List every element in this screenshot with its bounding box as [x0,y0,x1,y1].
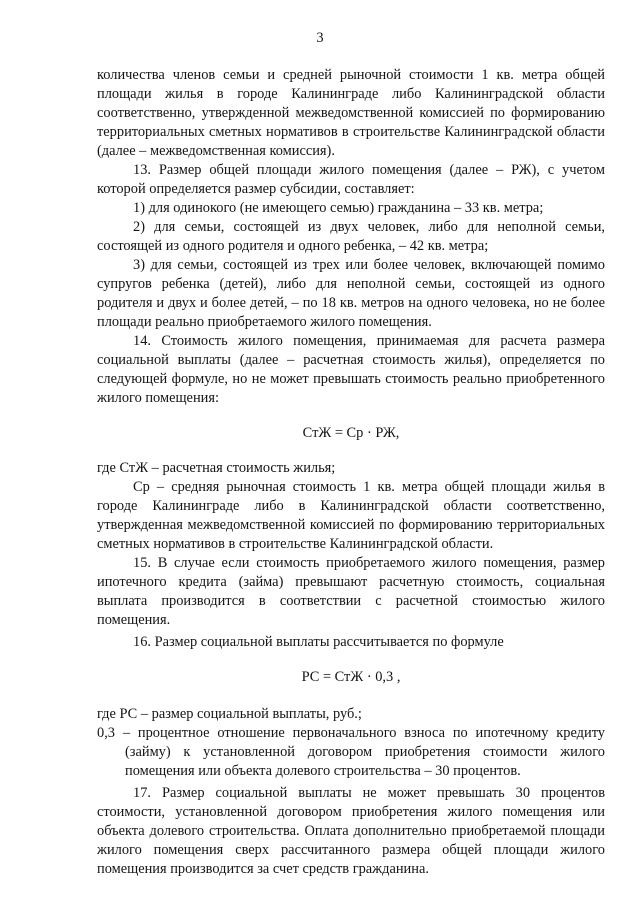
formula-where-cp: Ср – средняя рыночная стоимость 1 кв. метра общей площади жилья в городе Калининграде либо в Калининградской области соответственно, утвержденная межведомственной комиссией по формированию территориальных сметных нормативов в строительстве Калининградской области. [97,479,605,552]
formula-rs: РС = СтЖ · 0,3 , [301,669,401,685]
paragraph-continuation: количества членов семьи и средней рыночной стоимости 1 кв. метра общей площади жилья в городе Калининграде либо Калининградской области соответственно, утвержденной межведомственной комиссией по формированию территориальных сметных нормативов в строительстве Калининградской области (далее – межведомственная комиссия). [97,67,605,159]
paragraph-15: 15. В случае если стоимость приобретаемого жилого помещения, размер ипотечного кредита (займа) превышают расчетную стоимость, социальная выплата производится в соответствии с расчетной стоимостью жилого помещения. [97,555,605,628]
paragraph-13: 13. Размер общей площади жилого помещения (далее – РЖ), с учетом которой определяется размер субсидии, составляет: [97,162,605,197]
paragraph-13-item-1: 1) для одинокого (не имеющего семью) гражданина – 33 кв. метра; [133,200,544,216]
paragraph-16: 16. Размер социальной выплаты рассчитывается по формуле [133,634,504,650]
formula-where-rs: где РС – размер социальной выплаты, руб.; [97,706,362,722]
paragraph-17: 17. Размер социальной выплаты не может превышать 30 процентов стоимости, установленной договором приобретения жилого помещения или объекта долевого строительства. Оплата дополнительно приобретаемой площади жилого помещения сверх рассчитанного размера общей площади жилого помещения производится за счет средств гражданина. [97,785,605,877]
formula-stzh: СтЖ = Ср · РЖ, [302,425,400,441]
paragraph-13-item-2: 2) для семьи, состоящей из двух человек, либо для неполной семьи, состоящей из одного родителя и одного ребенка, – 42 кв. метра; [97,219,605,254]
document-body [97,66,605,879]
paragraph-14: 14. Стоимость жилого помещения, принимаемая для расчета размера социальной выплаты (далее – расчетная стоимость жилья), определяется по следующей формуле, но не может превышать стоимость реально приобретенного жилого помещения: [97,333,605,406]
paragraph-13-item-3: 3) для семьи, состоящей из трех или более человек, включающей помимо супругов ребенка (детей), либо для неполной семьи, состоящей из одного родителя и двух и более детей, – по 18 кв. метров на одного человека, но не более площади реально приобретаемого жилого помещения. [97,257,605,330]
page-number: 3 [316,30,324,46]
formula-where-pct: 0,3 – процентное отношение первоначального взноса по ипотечному кредиту (займу) к установленной договором приобретения стоимости жилого помещения или объекта долевого строительства – 30 процентов. [97,725,605,779]
formula-where-stzh: где СтЖ – расчетная стоимость жилья; [97,460,336,476]
